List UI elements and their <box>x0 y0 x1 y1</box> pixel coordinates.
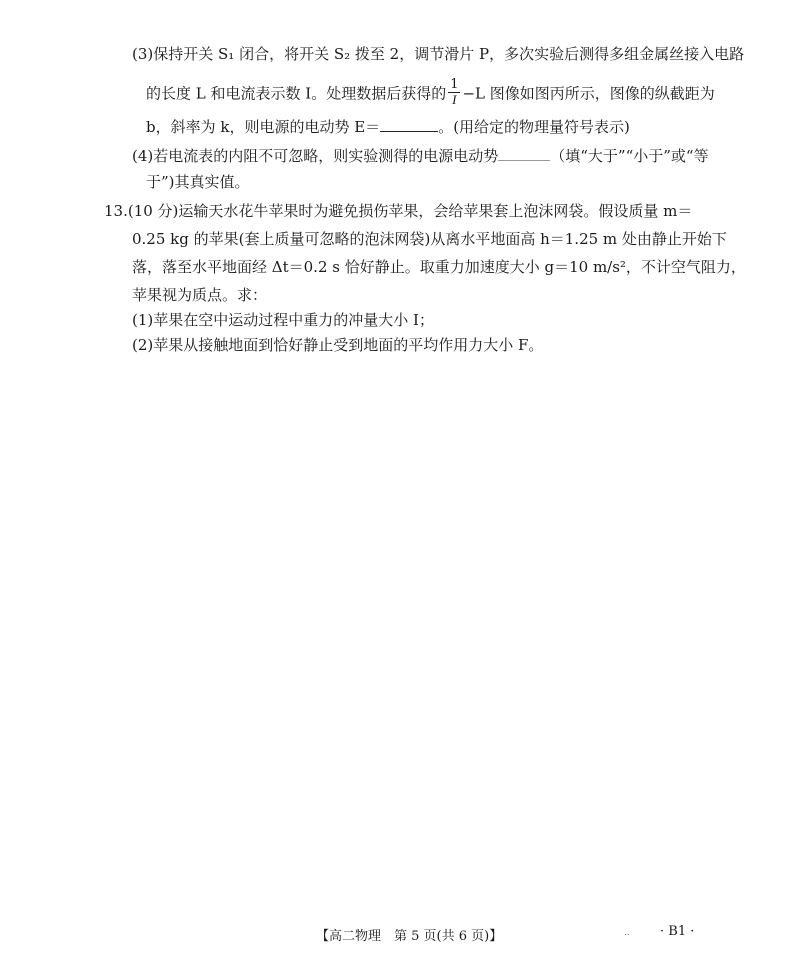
q12-part4-line2: 于”)其真实值。 <box>146 173 250 191</box>
q12-part4-line1-start: (4)若电流表的内阻不可忽略，则实验测得的电源电动势 <box>132 147 499 165</box>
q12-part4-line1 <box>132 146 709 166</box>
q12-part3-line3-end: 。(用给定的物理量符号表示) <box>438 118 630 136</box>
q12-part3-line3-start: b，斜率为 k，则电源的电动势 E＝ <box>146 118 381 136</box>
fraction-denominator: I <box>452 92 457 107</box>
q12-part3-line2 <box>146 77 715 109</box>
page-footer: 【高二物理 第 5 页(共 6 页)】 <box>316 929 503 944</box>
answer-blank-compare[interactable] <box>498 146 550 161</box>
fraction-numerator: 1 <box>450 77 459 92</box>
q12-part4-line1-end: （填“大于”“小于”或“等 <box>550 147 709 165</box>
footer-mark: .. <box>624 928 630 938</box>
answer-blank-emf[interactable] <box>380 117 438 132</box>
paper-code: · B1 · <box>660 924 695 939</box>
q12-part3-line3 <box>146 117 630 137</box>
q13-subquestion-1: (1)苹果在空中运动过程中重力的冲量大小 I； <box>132 311 434 329</box>
q12-part3-line2-end: −L 图像如图丙所示，图像的纵截距为 <box>462 84 715 103</box>
q13-subquestion-2: (2)苹果从接触地面到恰好静止受到地面的平均作用力大小 F。 <box>132 336 544 354</box>
q13-line2: 0.25 kg 的苹果(套上质量可忽略的泡沫网袋)从离水平地面高 h＝1.25 m 处由静止开始下 <box>132 230 727 248</box>
q13-line4: 苹果视为质点。求： <box>132 286 268 304</box>
q12-part3-line2-start: 的长度 L 和电流表示数 I。处理数据后获得的 <box>146 84 447 103</box>
q13-line3: 落，落至水平地面经 Δt＝0.2 s 恰好静止。取重力加速度大小 g＝10 m/s²，不计空气阻力， <box>132 258 746 276</box>
q13-line1: 13.(10 分)运输天水花牛苹果时为避免损伤苹果，会给苹果套上泡沫网袋。假设质量 m＝ <box>104 202 693 220</box>
q12-part3-line1: (3)保持开关 S₁ 闭合，将开关 S₂ 拨至 2，调节滑片 P，多次实验后测得多组金属丝接入电路 <box>132 45 745 63</box>
fraction-one-over-i <box>448 78 460 107</box>
